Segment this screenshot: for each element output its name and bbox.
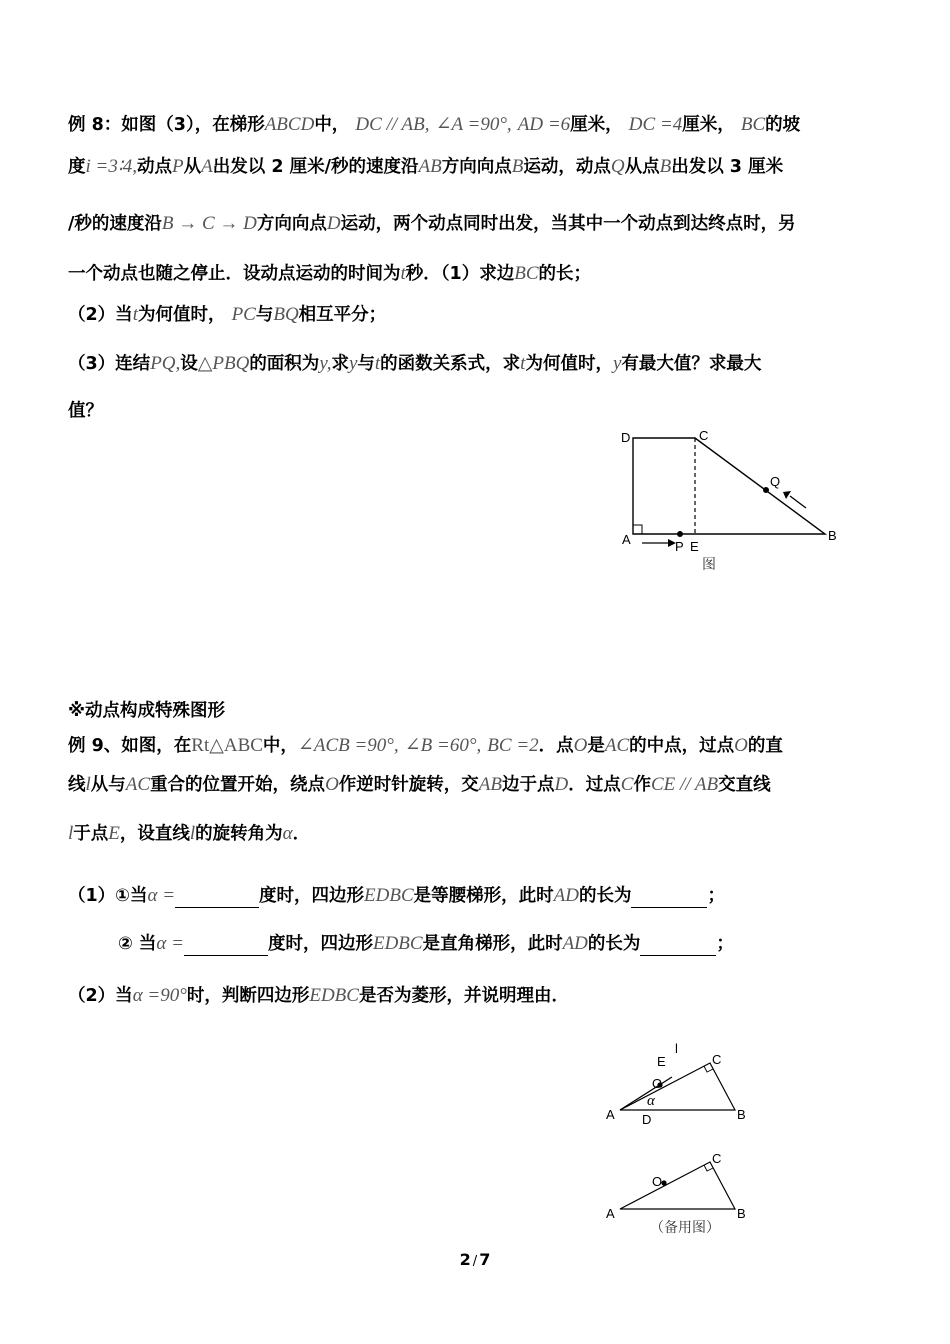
math: t: [374, 353, 381, 374]
math: AD: [553, 885, 579, 906]
triangle-abc: [620, 1162, 735, 1209]
math: PQ,: [150, 353, 181, 374]
math: BC: [740, 114, 766, 135]
arrow-q: [790, 496, 806, 508]
text: 厘米，: [570, 115, 623, 135]
label-p: P: [675, 539, 684, 554]
label-a: A: [622, 532, 631, 547]
math: DC // AB,: [355, 114, 430, 135]
math: ∠A =90°,: [435, 114, 512, 135]
text: 度时，四边形: [267, 934, 373, 954]
math: C: [620, 774, 634, 795]
text: 从点: [624, 157, 660, 177]
ex9-triangle-figure: [598, 1035, 768, 1130]
ex8-line-2: [68, 155, 783, 179]
text: ；: [707, 886, 725, 906]
label-b: B: [737, 1107, 746, 1122]
text: 与: [255, 305, 274, 325]
trapezoid-outline: [633, 438, 825, 534]
text: 从与: [90, 775, 126, 795]
text: （2）当: [68, 305, 133, 325]
text: 有最大值？求最大: [621, 354, 762, 374]
text: /秒的速度沿: [68, 214, 162, 234]
math: AC: [604, 735, 630, 756]
math: l: [68, 823, 74, 844]
label-c: C: [699, 428, 709, 443]
math: Rt△ABC: [191, 735, 263, 756]
page-number: [0, 1250, 950, 1269]
page-separator: /: [472, 1254, 478, 1269]
text: （1）①当: [68, 886, 148, 906]
math: y,: [319, 353, 332, 374]
text: 值？: [68, 401, 103, 421]
label-e: E: [690, 539, 699, 554]
text: 例 8：如图（3），在梯形: [68, 115, 265, 135]
math: α =90°: [132, 985, 187, 1006]
ex9-line-2: [68, 773, 771, 797]
text: ．: [292, 824, 311, 844]
label-alpha: α: [647, 1093, 655, 1109]
text: 线: [68, 775, 86, 795]
answer-blank[interactable]: [631, 889, 707, 908]
math: D: [554, 774, 569, 795]
label-b: B: [828, 528, 837, 543]
text: ② 当: [118, 934, 157, 954]
text: 重合的位置开始，绕点: [150, 775, 326, 795]
text: 度: [68, 157, 86, 177]
math: ∠ACB =90°,: [297, 735, 399, 756]
ex8-line-3: [68, 212, 796, 236]
ex9-question-1-1: [68, 884, 725, 908]
math: l: [189, 823, 196, 844]
math: A: [201, 156, 213, 177]
point-p: [677, 531, 683, 537]
page-current: 2: [459, 1250, 471, 1269]
section-title: ※动点构成特殊图形: [68, 701, 226, 721]
math: y: [612, 353, 622, 374]
text: 方向向点: [256, 214, 327, 234]
math: AD: [562, 933, 588, 954]
ex9-line-1: [68, 734, 783, 758]
math: EDBC: [372, 933, 423, 954]
text: 为何值时，: [525, 354, 613, 374]
text: 的旋转角为: [195, 824, 283, 844]
label-d: D: [642, 1112, 652, 1127]
math: α =: [156, 933, 184, 954]
label-b: B: [737, 1206, 746, 1221]
text: 相互平分；: [298, 305, 387, 325]
text: 的长；: [538, 264, 591, 284]
text: 运动，两个动点同时出发，当其中一个动点到达终点时，另: [340, 214, 796, 234]
text: 作: [633, 775, 651, 795]
text: 动点: [137, 157, 173, 177]
math: AC: [125, 774, 151, 795]
label-a: A: [606, 1107, 615, 1122]
ex9-question-2: [68, 984, 569, 1008]
math: B → C → D: [161, 213, 257, 234]
ex8-trapezoid-figure: [600, 420, 860, 580]
ex8-question-2: [68, 303, 386, 327]
text: 于点: [73, 824, 109, 844]
figure-caption: 图: [702, 558, 716, 573]
arrow-q-head: [783, 491, 791, 499]
math: O: [573, 735, 588, 756]
text: 交直线: [718, 775, 771, 795]
math: E: [108, 823, 120, 844]
text: ．点: [538, 736, 574, 756]
math: l: [85, 774, 91, 795]
text: 中，: [262, 736, 298, 756]
ex9-line-3: [68, 822, 310, 846]
label-a: A: [606, 1206, 615, 1221]
ex8-question-3-cont: [68, 399, 103, 423]
text: 中，: [314, 115, 350, 135]
text: 是等腰梯形，此时: [413, 886, 554, 906]
math: △PBQ: [197, 353, 250, 374]
text: （2）当: [68, 986, 133, 1006]
math: ABCD: [264, 114, 315, 135]
label-c: C: [712, 1052, 722, 1067]
text: 时，判断四边形: [186, 986, 310, 1006]
ex8-question-3: [68, 352, 761, 376]
label-o: O: [652, 1076, 663, 1091]
text: 的函数关系式，求: [380, 354, 521, 374]
math: O: [734, 735, 748, 756]
math: α: [282, 823, 293, 844]
math: BC =2: [487, 735, 539, 756]
ex8-line-1: [68, 113, 800, 137]
math: O: [325, 774, 339, 795]
text: 的长为: [578, 886, 632, 906]
text: 是否为菱形，并说明理由．: [358, 986, 569, 1006]
text: 厘米，: [682, 115, 735, 135]
answer-blank[interactable]: [175, 889, 259, 908]
text: 的坡: [765, 115, 801, 135]
text: 是: [587, 736, 605, 756]
label-c: C: [712, 1151, 722, 1166]
text: 与: [357, 354, 375, 374]
math: t: [132, 304, 138, 325]
text: 的长为: [587, 934, 641, 954]
text: 作逆时针旋转，交: [338, 775, 479, 795]
text: ；: [716, 934, 734, 954]
math: B: [659, 156, 672, 177]
math: α =: [147, 885, 176, 906]
text: 是直角梯形，此时: [422, 934, 563, 954]
text: 秒．（1）求边: [405, 264, 515, 284]
text: 从: [183, 157, 202, 177]
math: Q: [610, 156, 625, 177]
text: 例 9、如图，在: [68, 736, 192, 756]
text: 求: [331, 354, 349, 374]
text: 的面积为: [249, 354, 320, 374]
ex9-question-1-2: [118, 932, 734, 956]
text: 的直: [747, 736, 783, 756]
math: t: [400, 263, 406, 284]
math: AD =6: [517, 114, 571, 135]
math: t: [520, 353, 526, 374]
page-total: 7: [479, 1250, 491, 1269]
text: 一个动点也随之停止．设动点运动的时间为: [68, 264, 401, 284]
answer-blank[interactable]: [640, 937, 716, 956]
math: BQ: [273, 304, 299, 325]
text: 出发以 2 厘米/秒的速度沿: [212, 157, 419, 177]
text: 度时，四边形: [259, 886, 365, 906]
math: EDBC: [309, 985, 359, 1006]
point-q: [763, 487, 769, 493]
math: B: [511, 156, 524, 177]
right-angle-mark: [633, 525, 642, 534]
backup-caption: （备用图）: [650, 1221, 720, 1236]
ex9-backup-figure: [598, 1145, 768, 1240]
math: y: [348, 353, 358, 374]
answer-blank[interactable]: [184, 937, 268, 956]
text: 出发以 3 厘米: [671, 157, 784, 177]
label-o: O: [652, 1174, 663, 1189]
text: 为何值时，: [137, 305, 226, 325]
label-q: Q: [770, 474, 781, 489]
math: D: [326, 213, 341, 234]
text: ．过点: [568, 775, 621, 795]
text: ，设直线: [119, 824, 190, 844]
label-e: E: [657, 1054, 666, 1069]
triangle-abc: [620, 1063, 735, 1110]
rotating-line-l: [620, 1077, 672, 1110]
text: （3）连结: [68, 354, 151, 374]
math: AB: [478, 774, 503, 795]
ex8-line-4: [68, 262, 591, 286]
text: 设: [180, 354, 198, 374]
text: 的中点，过点: [629, 736, 735, 756]
label-d: D: [621, 430, 631, 445]
math: PC: [231, 304, 256, 325]
math: EDBC: [364, 885, 414, 906]
point-o: [661, 1180, 666, 1185]
math: P: [172, 156, 184, 177]
text: 方向向点: [441, 157, 512, 177]
math: DC =4: [628, 114, 683, 135]
math: i =3∶4,: [85, 156, 138, 177]
text: 边于点: [502, 775, 555, 795]
math: BC: [514, 263, 539, 284]
label-l: l: [675, 1041, 678, 1056]
math: CE // AB: [650, 774, 719, 795]
math: ∠B =60°,: [404, 735, 482, 756]
text: 运动，动点: [523, 157, 611, 177]
math: AB: [418, 156, 442, 177]
